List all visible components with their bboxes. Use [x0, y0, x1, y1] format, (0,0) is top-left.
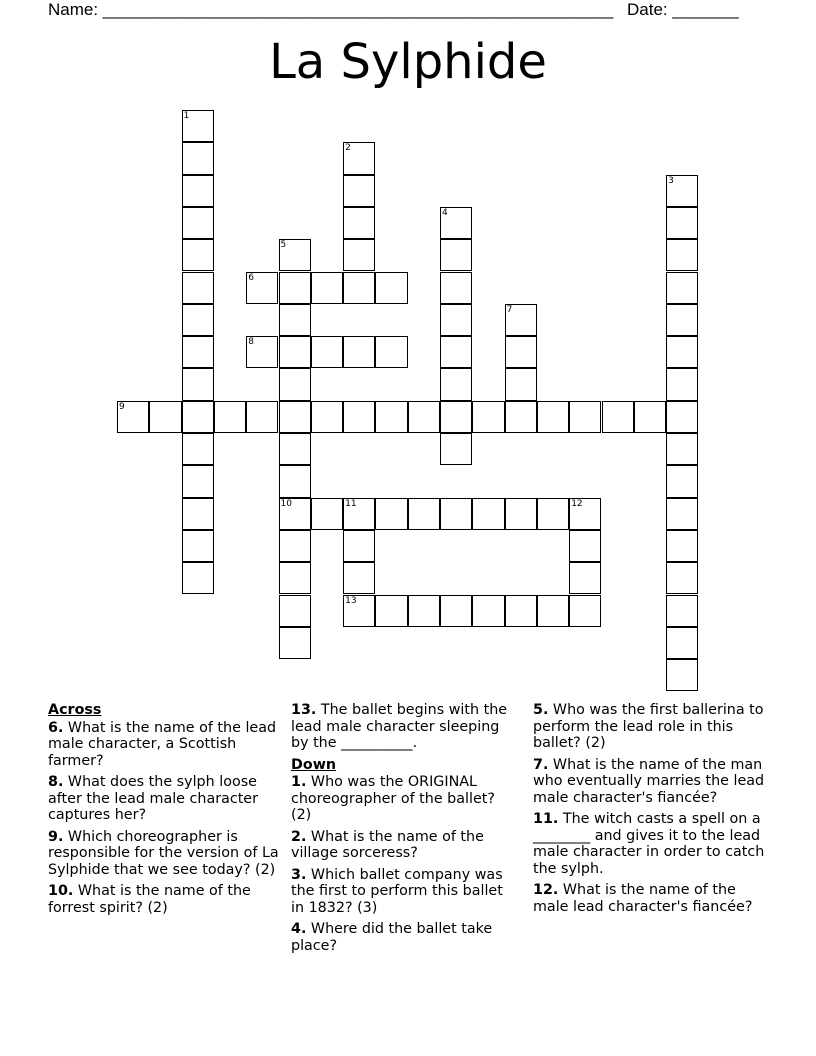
clue-number: 6: [248, 272, 254, 283]
grid-cell[interactable]: [279, 368, 311, 400]
clue-number: 8: [248, 337, 254, 348]
clue-down-1: 1. Who was the ORIGINAL choreographer of the ballet? (2): [291, 774, 495, 823]
grid-cell[interactable]: [505, 336, 537, 368]
clue-number: 4: [442, 207, 448, 218]
clue-number: 11: [345, 498, 357, 509]
grid-cell[interactable]: [375, 272, 407, 304]
grid-cell[interactable]: [408, 401, 440, 433]
grid-cell[interactable]: [505, 401, 537, 433]
grid-cell[interactable]: [279, 627, 311, 659]
name-field[interactable]: Name: ______________________________________________________: [48, 0, 614, 19]
grid-cell[interactable]: [279, 498, 311, 530]
grid-cell[interactable]: [666, 368, 698, 400]
grid-cell[interactable]: [343, 498, 375, 530]
grid-cell[interactable]: [182, 562, 214, 594]
grid-cell[interactable]: [343, 175, 375, 207]
grid-cell[interactable]: [505, 368, 537, 400]
grid-cell[interactable]: [440, 433, 472, 465]
grid-cell[interactable]: [182, 368, 214, 400]
grid-cell[interactable]: [279, 304, 311, 336]
grid-cell[interactable]: [440, 207, 472, 239]
grid-cell[interactable]: [569, 530, 601, 562]
grid-cell[interactable]: [343, 336, 375, 368]
grid-cell[interactable]: [182, 401, 214, 433]
grid-cell[interactable]: [505, 595, 537, 627]
grid-cell[interactable]: [666, 433, 698, 465]
grid-cell[interactable]: [569, 562, 601, 594]
grid-cell[interactable]: [182, 530, 214, 562]
grid-cell[interactable]: [182, 433, 214, 465]
clue-number: 9: [119, 401, 125, 412]
grid-cell[interactable]: [666, 207, 698, 239]
grid-cell[interactable]: [666, 304, 698, 336]
grid-cell[interactable]: [440, 272, 472, 304]
grid-cell[interactable]: [666, 595, 698, 627]
grid-cell[interactable]: [440, 368, 472, 400]
grid-cell[interactable]: [666, 175, 698, 207]
grid-cell[interactable]: [666, 239, 698, 271]
grid-cell[interactable]: [182, 175, 214, 207]
grid-cell[interactable]: [311, 336, 343, 368]
grid-cell[interactable]: [182, 304, 214, 336]
clue-across-9: 9. Which choreographer is responsible for the version of La Sylphide that we see today? (2): [48, 828, 279, 878]
grid-cell[interactable]: [246, 336, 278, 368]
grid-cell[interactable]: [472, 498, 504, 530]
grid-cell[interactable]: [182, 110, 214, 142]
grid-cell[interactable]: [666, 336, 698, 368]
grid-cell[interactable]: [537, 498, 569, 530]
clues-column-2: [291, 702, 517, 959]
grid-cell[interactable]: [505, 498, 537, 530]
clue-number: 7: [506, 304, 513, 315]
clue-number: 5: [280, 240, 287, 251]
grid-cell[interactable]: [537, 401, 569, 433]
grid-cell[interactable]: [666, 272, 698, 304]
grid-cell[interactable]: [408, 595, 440, 627]
grid-cell[interactable]: [279, 239, 311, 271]
grid-cell[interactable]: [472, 401, 504, 433]
grid-cell[interactable]: [537, 595, 569, 627]
grid-cell[interactable]: [666, 562, 698, 594]
grid-cell[interactable]: [311, 498, 343, 530]
grid-cell[interactable]: [666, 530, 698, 562]
grid-cell[interactable]: [182, 207, 214, 239]
clue-across-13: 13. The ballet begins with the lead male character sleeping by the __________.: [291, 702, 508, 751]
grid-cell[interactable]: [440, 336, 472, 368]
grid-cell[interactable]: [569, 401, 601, 433]
grid-cell[interactable]: [602, 401, 634, 433]
grid-cell[interactable]: [279, 562, 311, 594]
grid-cell[interactable]: [440, 304, 472, 336]
grid-cell[interactable]: [440, 239, 472, 271]
date-field[interactable]: Date: _______: [627, 0, 739, 19]
grid-cell[interactable]: [279, 336, 311, 368]
grid-cell[interactable]: [343, 401, 375, 433]
grid-cell[interactable]: [279, 595, 311, 627]
grid-cell[interactable]: [182, 498, 214, 530]
grid-cell[interactable]: [666, 498, 698, 530]
grid-cell[interactable]: [569, 498, 601, 530]
clue-number: 12: [571, 498, 583, 509]
clue-down-4: 4. Where did the ballet take place?: [291, 921, 493, 954]
clue-down-11: 11. The witch casts a spell on a ________ and gives it to the lead male character in order to catch the sylph.: [533, 811, 765, 877]
grid-cell[interactable]: [214, 401, 246, 433]
grid-cell[interactable]: [246, 401, 278, 433]
grid-cell[interactable]: [634, 401, 666, 433]
grid-cell[interactable]: [375, 595, 407, 627]
grid-cell[interactable]: [311, 272, 343, 304]
grid-cell[interactable]: [182, 239, 214, 271]
clue-down-2: 2. What is the name of the village sorceress?: [291, 828, 484, 861]
grid-cell[interactable]: [440, 595, 472, 627]
grid-cell[interactable]: [246, 272, 278, 304]
grid-cell[interactable]: [375, 498, 407, 530]
grid-cell[interactable]: [182, 272, 214, 304]
grid-cell[interactable]: [279, 272, 311, 304]
clue-down-7: 7. What is the name of the man who eventually marries the lead male character's fiancée?: [533, 756, 765, 806]
grid-cell[interactable]: [343, 207, 375, 239]
grid-cell[interactable]: [408, 498, 440, 530]
grid-cell[interactable]: [182, 336, 214, 368]
grid-cell[interactable]: [375, 401, 407, 433]
grid-cell[interactable]: [666, 401, 698, 433]
grid-cell[interactable]: [182, 465, 214, 497]
page-title: La Sylphide: [269, 34, 547, 90]
clue-number: 3: [668, 175, 674, 186]
grid-cell[interactable]: [505, 304, 537, 336]
grid-cell[interactable]: [279, 433, 311, 465]
grid-cell[interactable]: [343, 239, 375, 271]
clue-down-5: 5. Who was the first ballerina to perform the lead role in this ballet? (2): [533, 702, 764, 751]
grid-cell[interactable]: [666, 465, 698, 497]
grid-cell[interactable]: [666, 627, 698, 659]
grid-cell[interactable]: [440, 498, 472, 530]
grid-cell[interactable]: [311, 401, 343, 433]
clue-down-3: 3. Which ballet company was the first to perform this ballet in 1832? (3): [291, 866, 503, 916]
grid-cell[interactable]: [375, 336, 407, 368]
clue-number: 1: [183, 111, 190, 121]
grid-cell[interactable]: [279, 465, 311, 497]
grid-cell[interactable]: [343, 272, 375, 304]
grid-cell[interactable]: [343, 142, 375, 174]
grid-cell[interactable]: [117, 401, 149, 433]
grid-cell[interactable]: [343, 530, 375, 562]
grid-cell[interactable]: [279, 401, 311, 433]
grid-cell[interactable]: [343, 595, 375, 627]
clue-across-6: 6. What is the name of the lead male character, a Scottish farmer?: [48, 719, 277, 769]
grid-cell[interactable]: [149, 401, 181, 433]
grid-cell[interactable]: [666, 659, 698, 691]
grid-cell[interactable]: [440, 401, 472, 433]
grid-cell[interactable]: [182, 142, 214, 174]
grid-cell[interactable]: [279, 530, 311, 562]
grid-cell[interactable]: [472, 595, 504, 627]
grid-cell[interactable]: [569, 595, 601, 627]
clue-down-12: 12. What is the name of the male lead character's fiancée?: [533, 882, 753, 915]
clue-number: 10: [280, 498, 292, 509]
clue-across-10: 10. What is the name of the forrest spirit? (2): [48, 883, 251, 916]
clue-across-8: 8. What does the sylph loose after the lead male character captures her?: [48, 774, 258, 823]
clues-column-1: [48, 702, 284, 921]
across-heading: Across: [48, 702, 102, 718]
down-heading: Down: [291, 756, 337, 773]
clue-number: 2: [345, 143, 351, 154]
grid-cell[interactable]: [343, 562, 375, 594]
clues-column-3: [533, 702, 769, 920]
clue-number: 13: [345, 595, 357, 606]
